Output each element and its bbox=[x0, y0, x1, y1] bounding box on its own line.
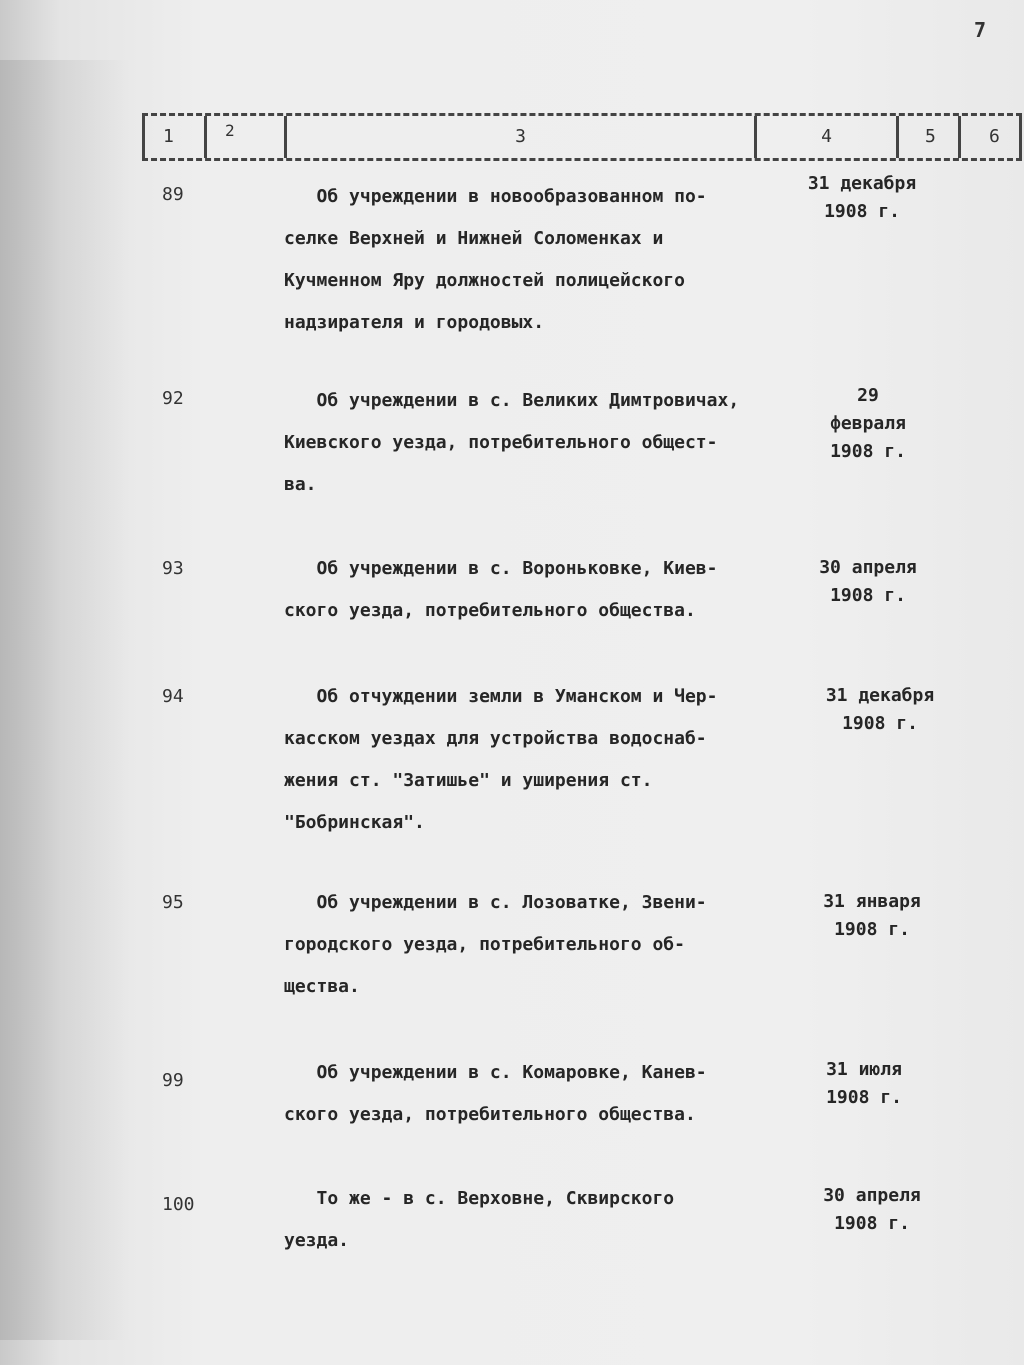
entry-number: 100 bbox=[162, 1194, 195, 1215]
page-number: 7 bbox=[974, 18, 987, 42]
entry-date: 30 апреля 1908 г. bbox=[819, 557, 917, 606]
page-shadow bbox=[0, 60, 130, 1340]
entry-date: 31 декабря 1908 г. bbox=[807, 173, 917, 222]
entry-number: 92 bbox=[162, 388, 184, 409]
entry-date: 29 февраля 1908 г. bbox=[830, 385, 906, 462]
entry-number: 95 bbox=[162, 892, 184, 913]
header-col-5: 5 bbox=[896, 116, 958, 158]
header-col-2: 2 bbox=[204, 116, 284, 158]
entry-text: Об учреждении в новообразованном по- селке Верхней и Нижней Соломенках и Кучменном Яру должностей полицейского надзирателя и городовых. bbox=[284, 186, 707, 333]
header-col-6: 6 bbox=[958, 116, 1022, 158]
entry-date: 30 апреля 1908 г. bbox=[823, 1185, 921, 1234]
entry-text: Об учреждении в с. Великих Димтровичах, Киевского уезда, потребительного общест- ва. bbox=[284, 390, 740, 495]
entry-text: То же - в с. Верховне, Сквирского уезда. bbox=[284, 1188, 675, 1251]
entry-number: 99 bbox=[162, 1070, 184, 1091]
entry-number: 89 bbox=[162, 184, 184, 205]
entry-date: 31 декабря 1908 г. bbox=[825, 685, 935, 734]
entry-number: 94 bbox=[162, 686, 184, 707]
entry-text: Об отчуждении земли в Уманском и Чер- касском уездах для устройства водоснаб- жения ст. "Затишье" и уширения ст. "Бобринская". bbox=[284, 686, 718, 833]
entry-number: 93 bbox=[162, 558, 184, 579]
entry-text: Об учреждении в с. Вороньковке, Киев- ского уезда, потребительного общества. bbox=[284, 558, 718, 621]
entry-date: 31 июля 1908 г. bbox=[826, 1059, 902, 1108]
entry-date: 31 января 1908 г. bbox=[823, 891, 921, 940]
table-header bbox=[142, 113, 1022, 161]
entry-text: Об учреждении в с. Комаровке, Канев- ского уезда, потребительного общества. bbox=[284, 1062, 707, 1125]
header-col-4: 4 bbox=[754, 116, 896, 158]
header-col-3: 3 bbox=[284, 116, 754, 158]
header-col-1: 1 bbox=[142, 116, 204, 158]
entry-text: Об учреждении в с. Лозоватке, Звени- городского уезда, потребительного об- щества. bbox=[284, 892, 707, 997]
